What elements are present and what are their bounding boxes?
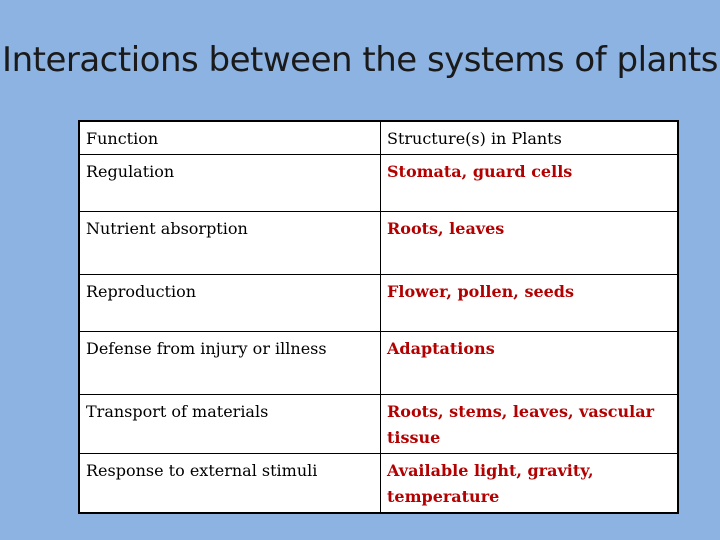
structure-cell: Roots, stems, leaves, vascular tissue [381, 395, 679, 454]
table-row [79, 454, 678, 514]
function-cell: Response to external stimuli [79, 454, 381, 514]
function-cell: Transport of materials [79, 395, 381, 454]
function-cell: Defense from injury or illness [79, 332, 381, 395]
function-cell: Reproduction [79, 275, 381, 332]
table-row [79, 275, 678, 332]
structure-cell: Stomata, guard cells [381, 155, 679, 212]
table-row [79, 155, 678, 212]
plant-systems-table [78, 120, 679, 514]
table-row [79, 212, 678, 275]
function-cell: Nutrient absorption [79, 212, 381, 275]
slide-title: Interactions between the systems of plants [2, 40, 718, 80]
table-header-row [79, 121, 678, 155]
structure-cell: Available light, gravity, temperature [381, 454, 679, 514]
table-row [79, 395, 678, 454]
table-row [79, 332, 678, 395]
header-function: Function [79, 121, 381, 155]
structure-cell: Roots, leaves [381, 212, 679, 275]
header-structures: Structure(s) in Plants [381, 121, 679, 155]
structure-cell: Adaptations [381, 332, 679, 395]
function-cell: Regulation [79, 155, 381, 212]
structure-cell: Flower, pollen, seeds [381, 275, 679, 332]
